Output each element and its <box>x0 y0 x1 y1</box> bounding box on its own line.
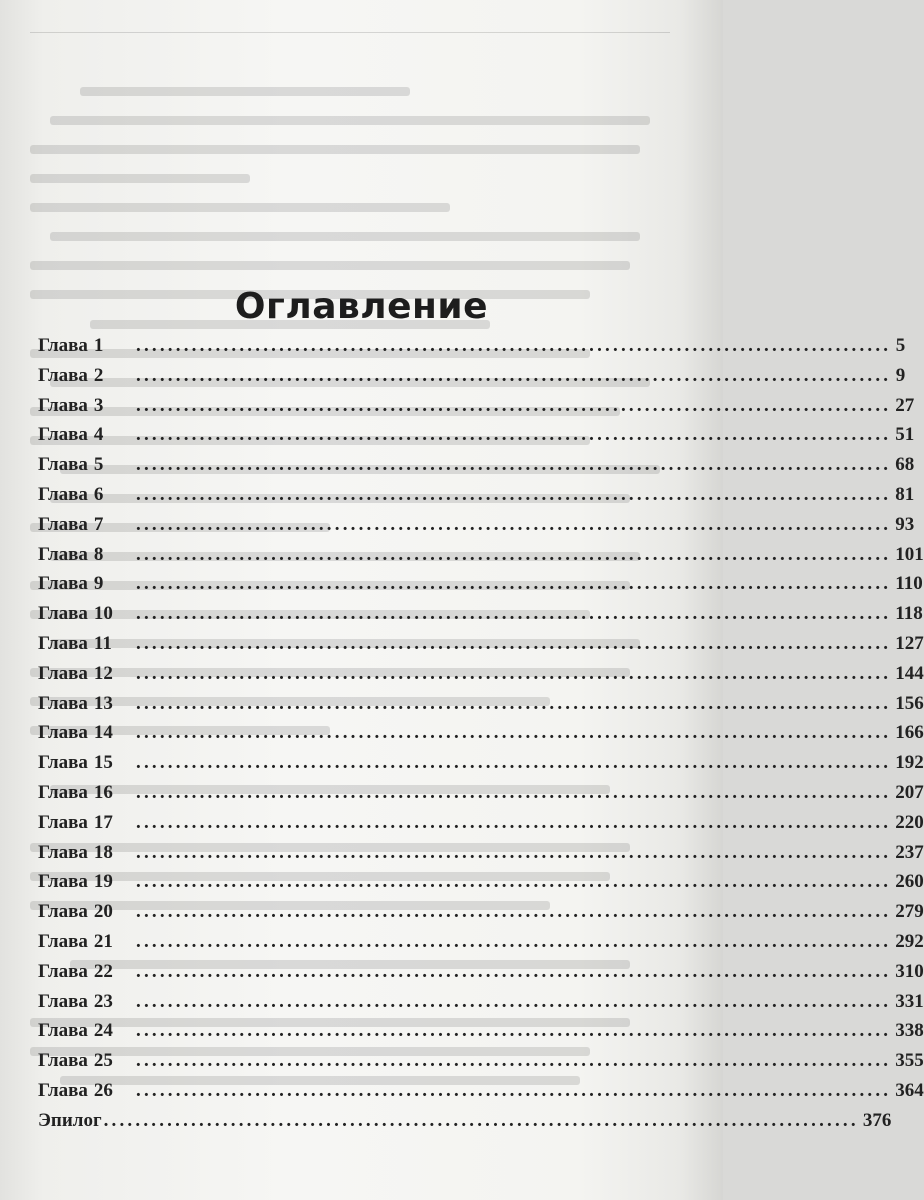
toc-page-number: 364 <box>895 1079 924 1101</box>
toc-entry-number: 17 <box>93 811 113 833</box>
toc-leader-dots: ............................................................................................... <box>136 424 892 446</box>
toc-leader-dots: ............................................................................................... <box>136 692 892 714</box>
toc-entry-label <box>38 961 134 983</box>
toc-leader-dots: ............................................................................................... <box>136 483 892 505</box>
toc-page-number: 192 <box>895 752 924 774</box>
toc-leader-dots: ............................................................................................... <box>136 662 892 684</box>
toc-entry-label <box>38 901 134 923</box>
toc-entry <box>38 1079 924 1110</box>
toc-entry-word: Глава <box>38 364 88 386</box>
ghost-text-line <box>30 261 630 270</box>
toc-entry-word: Глава <box>38 335 88 356</box>
toc-entry-label <box>38 1080 134 1102</box>
toc-entry-word: Глава <box>38 752 88 774</box>
toc-leader-dots: ............................................................................................... <box>136 960 892 982</box>
toc-page-number: 118 <box>895 603 923 625</box>
toc-entry-number: 22 <box>93 960 113 982</box>
toc-leader-dots: ............................................................................................... <box>136 1050 892 1072</box>
toc-page-number: 127 <box>895 632 924 654</box>
toc-entry-word: Глава <box>38 662 88 684</box>
toc-entry-word: Глава <box>38 603 88 625</box>
toc-entry-label <box>38 1020 134 1042</box>
toc-entry-label <box>38 544 134 566</box>
toc-leader-dots: ............................................................................................... <box>136 454 892 476</box>
page-title: Оглавление <box>234 286 489 328</box>
toc-entry-label <box>38 842 134 864</box>
toc-entry-word: Глава <box>38 632 88 654</box>
toc-entry-word: Глава <box>38 1020 88 1042</box>
toc-entry-label <box>38 395 134 417</box>
toc-entry-number: 13 <box>93 692 113 714</box>
toc-entry-number: 24 <box>93 1020 113 1042</box>
toc-page-number: 292 <box>895 930 924 952</box>
toc-entry-label <box>38 782 134 804</box>
toc-entry-number: 25 <box>93 1050 113 1072</box>
toc-entry-word: Глава <box>38 960 88 982</box>
toc-entry-number: 5 <box>93 454 104 476</box>
toc-page-number: 279 <box>895 901 924 923</box>
toc-leader-dots: ............................................................................................... <box>136 930 892 952</box>
toc-entry <box>38 543 924 574</box>
toc-entry-word: Глава <box>38 930 88 952</box>
toc-entry-number: 7 <box>93 513 104 535</box>
toc-entry <box>38 513 915 544</box>
toc-page-number: 101 <box>895 543 924 565</box>
toc-entry-number: 2 <box>93 364 104 386</box>
toc-entry-word: Глава <box>38 811 88 833</box>
toc-entry <box>38 1020 924 1050</box>
toc-leader-dots: ............................................................................................... <box>136 990 892 1012</box>
toc-entry-label <box>38 424 134 446</box>
toc-page-number: 81 <box>895 483 915 505</box>
toc-entry-number: 18 <box>93 841 113 863</box>
toc-page-number: 207 <box>895 781 924 803</box>
toc-page-number: 93 <box>895 513 915 535</box>
toc-entry <box>38 692 924 723</box>
toc-entry-word: Глава <box>38 543 88 565</box>
toc-page-number: 237 <box>895 841 924 863</box>
ghost-text-line <box>30 203 450 212</box>
toc-leader-dots: ............................................................................................... <box>136 543 892 565</box>
toc-leader-dots: ............................................................................................... <box>136 871 892 893</box>
toc-entry <box>38 394 915 425</box>
toc-leader-dots: ............................................................................................... <box>136 573 892 595</box>
toc-entry <box>38 722 924 752</box>
toc-entry <box>38 930 924 961</box>
toc-entry <box>38 424 915 454</box>
toc-entry <box>38 871 924 901</box>
toc-entry <box>38 1050 924 1080</box>
toc-page-number: 338 <box>895 1020 924 1042</box>
ghost-text-line <box>30 145 640 154</box>
toc-entry-label <box>38 1050 134 1072</box>
toc-entry-label <box>38 991 134 1013</box>
toc-leader-dots: ............................................................................................... <box>136 394 892 416</box>
toc-entry <box>38 960 924 991</box>
toc-entry <box>38 781 924 812</box>
toc-leader-dots: ............................................................................................... <box>136 901 892 923</box>
toc-entry <box>38 483 915 514</box>
toc-entry-word: Глава <box>38 394 88 416</box>
toc-leader-dots: ............................................................................................... <box>136 781 892 803</box>
toc-page-number: 68 <box>895 454 915 476</box>
toc-entry-number: 3 <box>93 394 104 416</box>
toc-entry <box>38 811 924 842</box>
toc-page-number: 156 <box>895 692 924 714</box>
toc-entry <box>38 901 924 931</box>
toc-entry-label <box>38 1110 102 1132</box>
toc-entry-word: Эпилог <box>38 1109 102 1131</box>
toc-page-number: 166 <box>895 722 924 744</box>
toc-leader-dots: ............................................................................................... <box>136 811 892 833</box>
toc-entry-word: Глава <box>38 901 88 923</box>
ghost-running-header <box>30 8 670 33</box>
toc-entry-label <box>38 931 134 953</box>
toc-entry-number: 10 <box>93 603 113 625</box>
toc-leader-dots: ............................................................................................... <box>103 1109 859 1131</box>
table-of-contents <box>38 335 924 1140</box>
toc-entry-number: 8 <box>93 543 104 565</box>
ghost-text-line <box>30 174 250 183</box>
toc-page-number: 260 <box>895 871 924 893</box>
toc-page-number: 9 <box>895 364 906 386</box>
toc-leader-dots: ............................................................................................... <box>136 1020 892 1042</box>
toc-entry-label <box>38 573 134 595</box>
toc-page-number: 355 <box>895 1050 924 1072</box>
toc-entry-number: 9 <box>93 573 104 595</box>
toc-entry <box>38 662 924 693</box>
toc-leader-dots: ............................................................................................... <box>136 603 892 625</box>
toc-entry-word: Глава <box>38 841 88 863</box>
toc-page-number: 376 <box>862 1109 892 1131</box>
toc-page-number: 144 <box>895 662 924 684</box>
toc-entry <box>38 454 915 484</box>
toc-entry-word: Глава <box>38 573 88 595</box>
toc-entry-number: 16 <box>93 781 113 803</box>
toc-leader-dots: ............................................................................................... <box>136 841 892 863</box>
toc-entry-label <box>38 663 134 685</box>
toc-entry-label <box>38 722 134 744</box>
toc-leader-dots: ............................................................................................... <box>136 632 892 654</box>
toc-entry-label <box>38 812 134 834</box>
toc-entry-number: 4 <box>93 424 104 446</box>
ghost-text-line <box>50 116 650 125</box>
toc-entry-number: 26 <box>93 1079 113 1101</box>
toc-entry-number: 19 <box>93 871 113 893</box>
toc-page-number: 5 <box>895 335 906 356</box>
toc-entry-label <box>38 693 134 715</box>
toc-entry-word: Глава <box>38 454 88 476</box>
toc-entry-label <box>38 633 134 655</box>
toc-entry-label <box>38 603 134 625</box>
toc-entry <box>38 364 906 395</box>
ghost-text-line <box>50 232 640 241</box>
toc-entry-number: 23 <box>93 990 113 1012</box>
toc-page-number: 27 <box>895 394 915 416</box>
ghost-text-line <box>80 87 410 96</box>
toc-entry-label <box>38 335 134 357</box>
toc-entry-word: Глава <box>38 513 88 535</box>
toc-entry <box>38 1109 892 1140</box>
toc-entry-word: Глава <box>38 722 88 744</box>
toc-leader-dots: ............................................................................................... <box>136 752 892 774</box>
toc-page-number: 51 <box>895 424 915 446</box>
toc-entry-label <box>38 752 134 774</box>
toc-entry-word: Глава <box>38 1050 88 1072</box>
toc-entry-number: 1 <box>93 335 104 356</box>
toc-entry-word: Глава <box>38 871 88 893</box>
toc-entry-number: 12 <box>93 662 113 684</box>
toc-entry-label <box>38 365 134 387</box>
toc-entry-word: Глава <box>38 1079 88 1101</box>
toc-entry-word: Глава <box>38 990 88 1012</box>
toc-leader-dots: ............................................................................................... <box>136 722 892 744</box>
toc-entry <box>38 752 924 782</box>
toc-entry-label <box>38 871 134 893</box>
toc-entry <box>38 573 923 603</box>
toc-entry-label <box>38 514 134 536</box>
toc-entry-number: 14 <box>93 722 113 744</box>
toc-entry-number: 21 <box>93 930 113 952</box>
toc-entry-word: Глава <box>38 483 88 505</box>
toc-leader-dots: ............................................................................................... <box>136 364 892 386</box>
toc-leader-dots: ............................................................................................... <box>136 335 892 356</box>
toc-entry <box>38 990 924 1021</box>
toc-page-number: 110 <box>895 573 923 595</box>
toc-leader-dots: ............................................................................................... <box>136 513 892 535</box>
toc-entry-word: Глава <box>38 781 88 803</box>
toc-entry <box>38 632 924 663</box>
toc-entry <box>38 335 906 365</box>
toc-entry-label <box>38 484 134 506</box>
toc-entry-word: Глава <box>38 692 88 714</box>
toc-entry-number: 15 <box>93 752 113 774</box>
toc-entry <box>38 841 924 872</box>
toc-leader-dots: ............................................................................................... <box>136 1079 892 1101</box>
toc-page-number: 220 <box>895 811 924 833</box>
toc-entry <box>38 603 923 633</box>
toc-entry-number: 6 <box>93 483 104 505</box>
toc-entry-number: 11 <box>93 632 112 654</box>
toc-entry-label <box>38 454 134 476</box>
toc-entry-word: Глава <box>38 424 88 446</box>
toc-page-number: 331 <box>895 990 924 1012</box>
toc-page-number: 310 <box>895 960 924 982</box>
toc-entry-number: 20 <box>93 901 113 923</box>
